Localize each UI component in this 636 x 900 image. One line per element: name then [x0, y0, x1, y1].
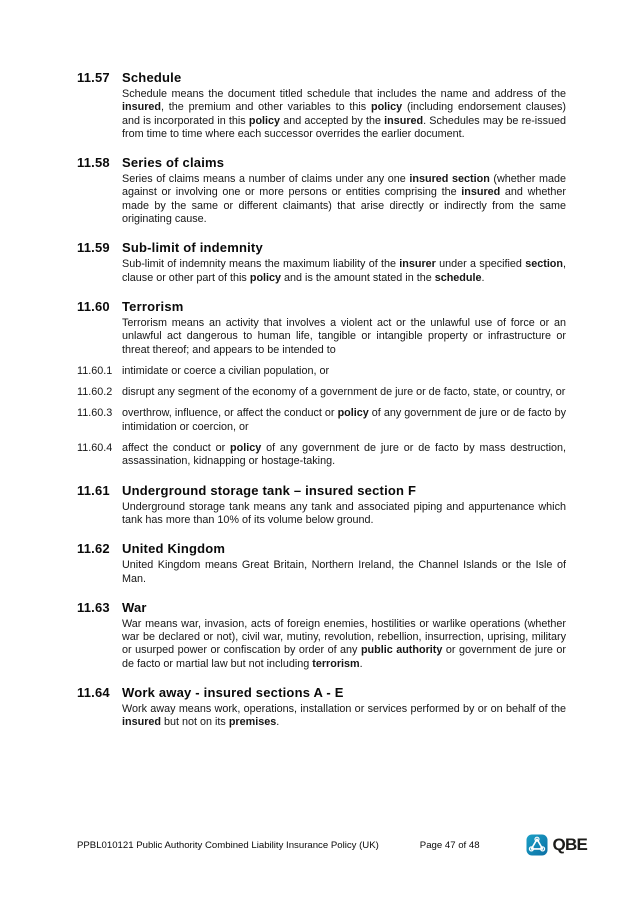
- section-number: 11.64: [77, 685, 110, 701]
- section-number: 11.60: [77, 298, 110, 314]
- section-heading: [77, 541, 566, 556]
- section-number: 11.59: [77, 240, 110, 256]
- section-number: 11.57: [77, 70, 110, 85]
- section-title: Sub-limit of indemnity: [122, 240, 263, 256]
- definition-paragraph: Sub-limit of indemnity means the maximum liability of the insurer under a specified section, clause or other part of this policy and is the amount stated in the schedule.: [122, 258, 567, 284]
- definition-section: [77, 299, 566, 469]
- footer-page-number: Page 47 of 48: [419, 839, 480, 851]
- subitem-number: 11.60.1: [77, 364, 113, 377]
- section-number: 11.58: [77, 155, 110, 171]
- subitem-text: affect the conduct or policy of any government de jure or de facto by mass destruction, assassination, kidnapping or hostage-taking.: [122, 442, 567, 468]
- section-body-row: [77, 703, 566, 730]
- section-number: 11.61: [77, 482, 110, 498]
- definition-section: [77, 541, 566, 586]
- qbe-logo: [526, 834, 587, 856]
- gutter: [77, 618, 122, 671]
- subitem-row: [77, 386, 566, 399]
- gutter: [77, 559, 122, 586]
- gutter: [77, 501, 122, 528]
- section-title: Work away - insured sections A - E: [122, 685, 344, 701]
- section-heading: [77, 600, 566, 615]
- definition-paragraph: Schedule means the document titled schedule that includes the name and address of the insured, the premium and other variables to this policy (including endorsement clauses) and is incorporated in this policy and accepted by the insured. Schedules may be re-issued from time to time where each successor overrides the earlier document.: [122, 88, 567, 140]
- section-heading: [77, 240, 566, 255]
- definition-paragraph: Terrorism means an activity that involves a violent act or the unlawful use of force or an unlawful act dangerous to human life, tangible or intangible property or infrastructure or threat thereof; and appears to be intended to: [122, 316, 566, 356]
- definition-paragraph: United Kingdom means Great Britain, Northern Ireland, the Channel Islands or the Isle of Man.: [122, 559, 566, 585]
- definition-section: [77, 240, 566, 285]
- section-body-row: [77, 88, 566, 141]
- definition-section: [77, 483, 566, 528]
- subitem-text: disrupt any segment of the economy of a government de jure or de facto, state, or country, or: [122, 386, 566, 399]
- section-heading: [77, 299, 566, 314]
- page-footer: [77, 834, 587, 856]
- section-heading: [77, 155, 566, 170]
- section-body-row: [77, 501, 566, 528]
- subitem-row: [77, 365, 566, 378]
- definition-section: [77, 685, 566, 730]
- subitem-row: [77, 407, 566, 434]
- section-title: Terrorism: [122, 298, 184, 314]
- section-title: War: [122, 599, 147, 615]
- subitem-number: 11.60.4: [77, 442, 113, 455]
- gutter: [77, 88, 122, 141]
- section-number: 11.62: [77, 541, 110, 557]
- qbe-logo-wordmark: QBE: [552, 835, 587, 854]
- definition-paragraph: War means war, invasion, acts of foreign enemies, hostilities or warlike operations (whether war be declared or not), civil war, mutiny, revolution, rebellion, insurrection, uprising, military or usurped power or confiscation by order of any public authority or government de jure or de facto or martial law but not including terrorism.: [122, 617, 566, 670]
- definition-section: [77, 600, 566, 671]
- definitions-sections: [77, 70, 566, 744]
- section-body-row: [77, 618, 566, 671]
- gutter: [77, 317, 122, 357]
- footer-document-reference: PPBL010121 Public Authority Combined Liability Insurance Policy (UK): [77, 839, 379, 851]
- subitem-number: 11.60.3: [77, 407, 113, 420]
- subitem-row: [77, 442, 566, 469]
- section-body-row: [77, 559, 566, 586]
- subitem-text: overthrow, influence, or affect the conduct or policy of any government de jure or de facto by intimidation or coercion, or: [122, 407, 567, 433]
- subitem-number: 11.60.2: [77, 386, 113, 399]
- gutter: [77, 173, 122, 226]
- subitem-text: intimidate or coerce a civilian population, or: [122, 364, 330, 377]
- gutter: [77, 703, 122, 730]
- qbe-knot-icon: [526, 834, 548, 856]
- section-title: Underground storage tank – insured section F: [122, 482, 417, 498]
- section-heading: [77, 70, 566, 85]
- section-heading: [77, 483, 566, 498]
- section-title: Series of claims: [122, 155, 225, 171]
- definition-section: [77, 155, 566, 226]
- definition-paragraph: Work away means work, operations, installation or services performed by or on behalf of the insured but not on its premises.: [122, 703, 566, 729]
- section-body-row: [77, 258, 566, 285]
- section-title: United Kingdom: [122, 541, 226, 557]
- section-heading: [77, 685, 566, 700]
- gutter: [77, 258, 122, 285]
- section-body-row: [77, 173, 566, 226]
- section-title: Schedule: [122, 70, 182, 85]
- section-body-row: [77, 317, 566, 357]
- definition-paragraph: Underground storage tank means any tank and associated piping and appurtenance which tank has more than 10% of its volume below ground.: [122, 500, 566, 526]
- section-number: 11.63: [77, 599, 110, 615]
- definition-paragraph: Series of claims means a number of claims under any one insured section (whether made against or involving one or more persons or entities comprising the insured and whether made by the same or different claimants) that arise directly or indirectly from the same originating cause.: [122, 173, 567, 226]
- definition-section: [77, 70, 566, 141]
